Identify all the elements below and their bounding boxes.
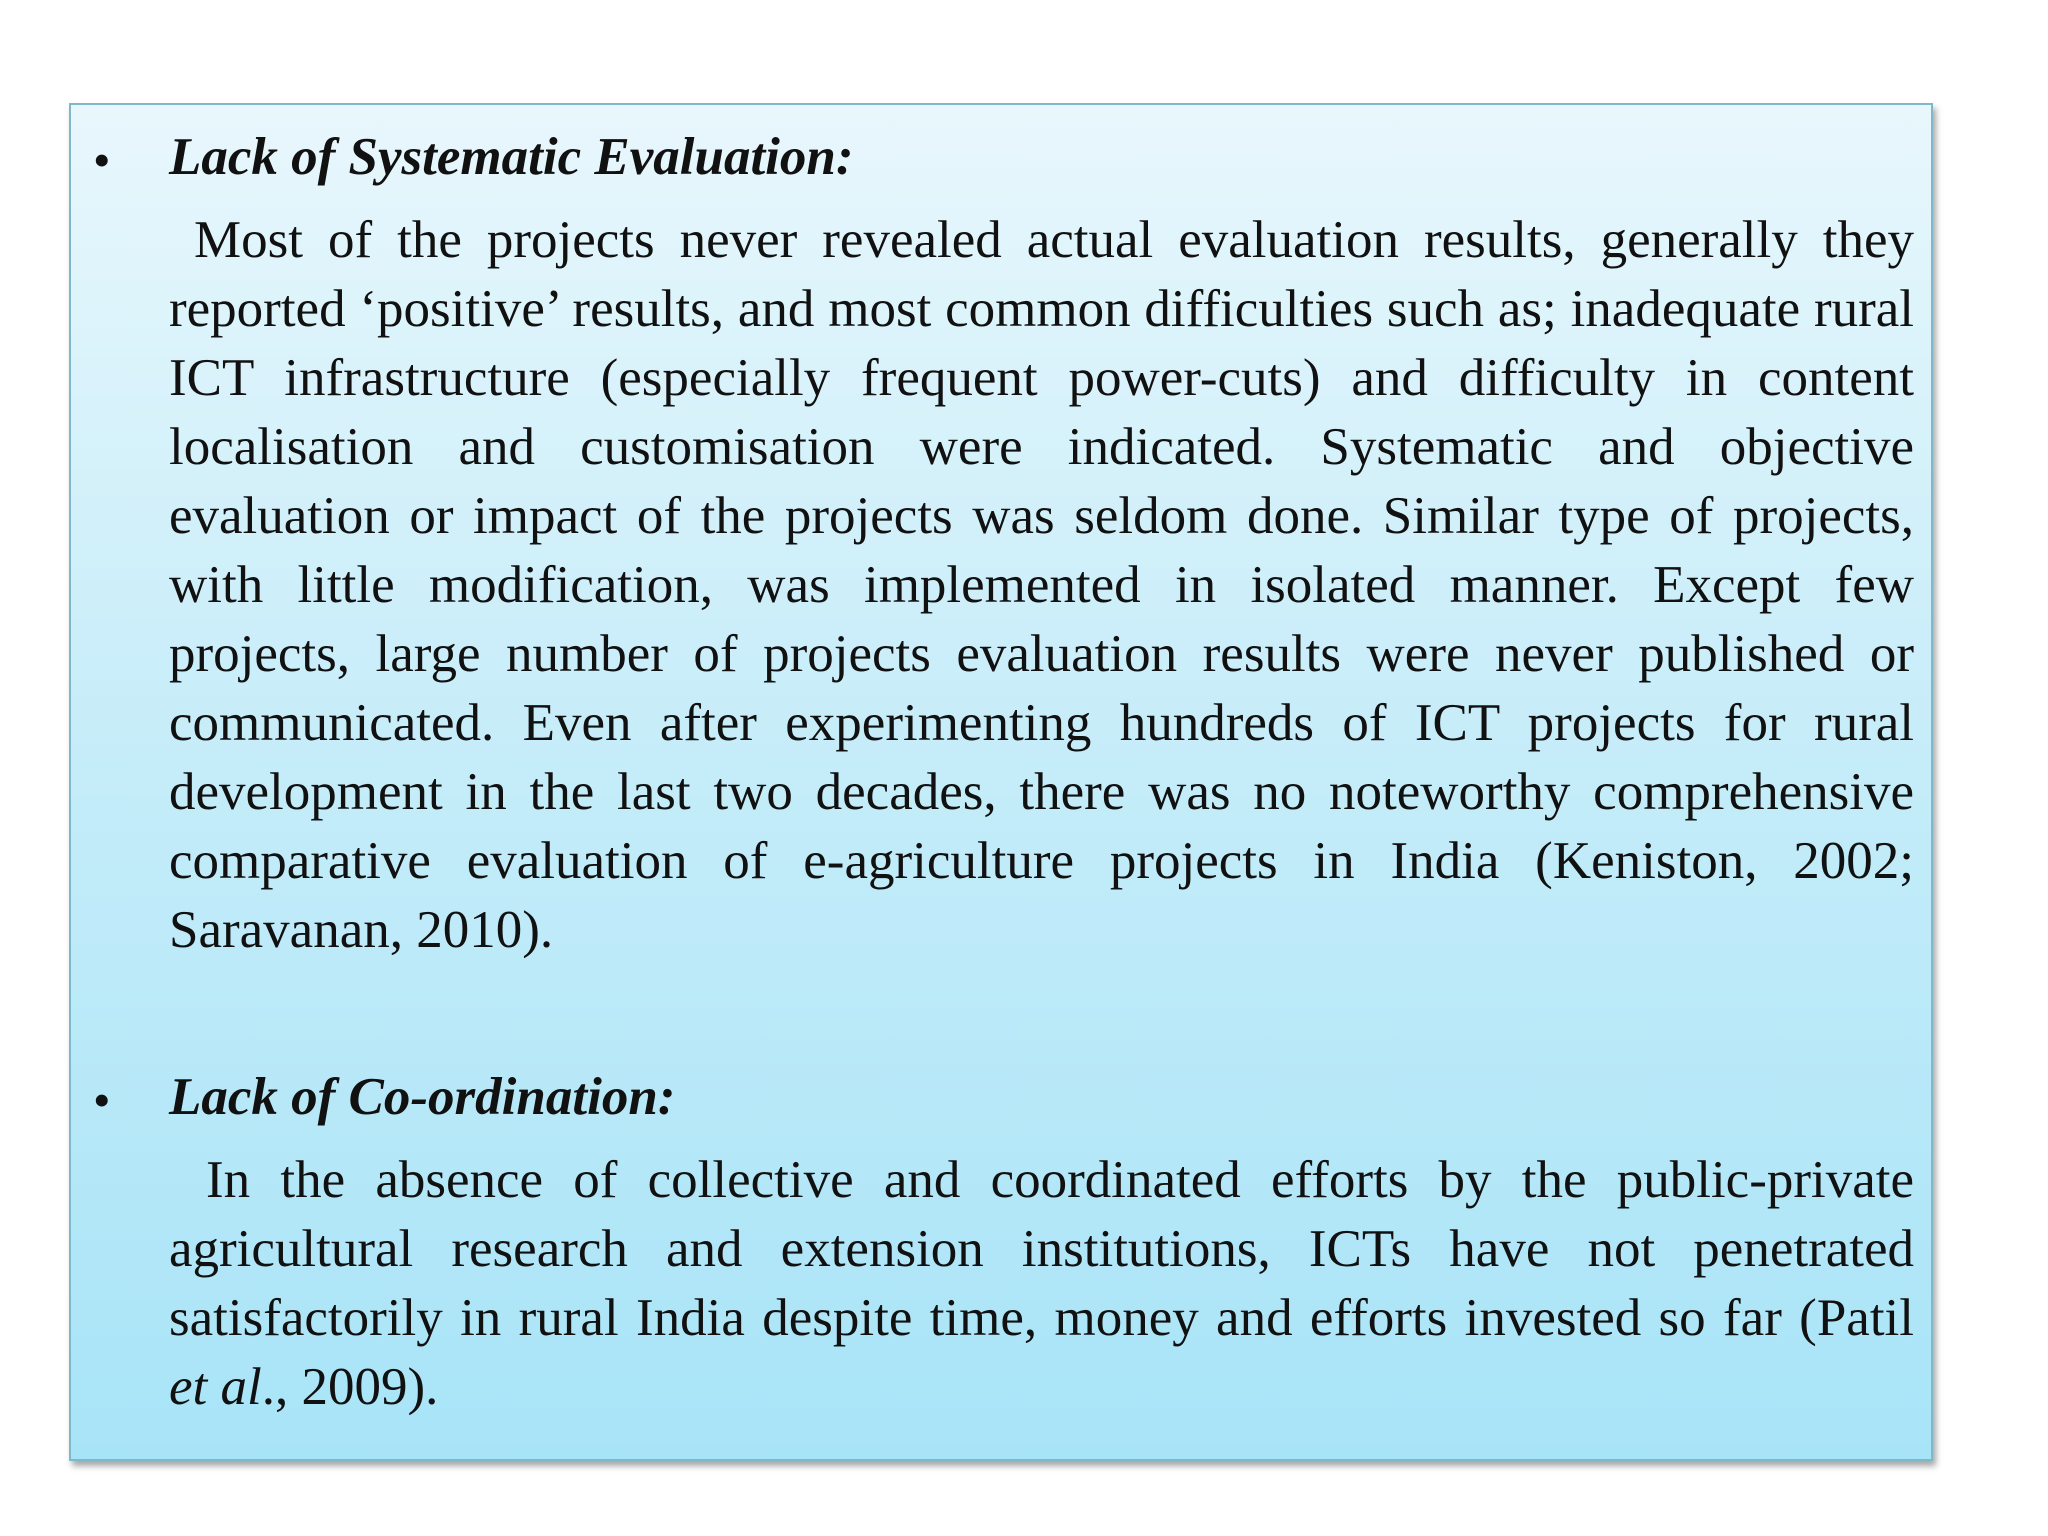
section-body-evaluation: Most of the projects never revealed actual evaluation results, generally they reported ‘positive’ results, and most common difficulties such as; inadequate rural ICT infrastructure (especially frequent power-cuts) and difficulty in content localisation and customisation were indicated. Systematic and objective evaluation or impact of the projects was seldom done. Similar type of projects, with little modification, was implemented in isolated manner. Except few projects, large number of projects evaluation results were never published or communicated. Even after experimenting hundreds of ICT projects for rural development in the last two decades, there was no noteworthy comprehensive comparative evaluation of e-agriculture projects in India (Keniston, 2002; Saravanan, 2010).: [169, 211, 1914, 959]
section-heading-coordination: Lack of Co-ordination:: [169, 1068, 676, 1126]
bullet-icon: •: [93, 1072, 111, 1128]
citation-italic: et al: [169, 1358, 262, 1416]
section-heading-evaluation: Lack of Systematic Evaluation:: [169, 128, 854, 186]
content-box: [69, 103, 1933, 1461]
section-body-coordination: [169, 1146, 1914, 1422]
body-text: In the absence of collective and coordinated efforts by the public-private agricultural research and extension institutions, ICTs have not penetrated satisfactorily in rural India despite time, money and efforts invested so far (Patil: [169, 1151, 1914, 1347]
citation-end: ., 2009).: [261, 1358, 439, 1416]
bullet-icon: •: [93, 132, 111, 188]
